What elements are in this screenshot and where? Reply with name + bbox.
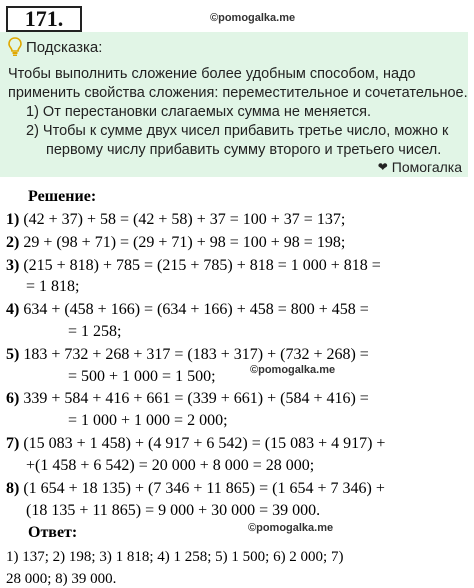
- item-number: 2): [6, 234, 20, 251]
- solution-heading: Решение:: [28, 188, 97, 205]
- item-number: 3): [6, 257, 20, 274]
- solution-expression: (215 + 818) + 785 = (215 + 785) + 818 = 1 000 + 818 =: [23, 257, 381, 274]
- solution-expression: (42 + 37) + 58 = (42 + 58) + 37 = 100 + 37 = 137;: [23, 211, 346, 228]
- solution-line: [6, 346, 369, 364]
- solution-expression: (15 083 + 1 458) + (4 917 + 6 542) = (15 083 + 4 917) +: [23, 435, 386, 452]
- heart-icon: ❤: [377, 160, 388, 174]
- hint-line: Чтобы выполнить сложение более удобным способом, надо: [8, 66, 416, 82]
- answer-line: 28 000; 8) 39 000.: [6, 571, 117, 587]
- hint-panel: [0, 32, 468, 177]
- lightbulb-icon: [8, 37, 22, 57]
- solution-line: [6, 234, 345, 252]
- watermark-top: ©pomogalka.me: [210, 12, 296, 24]
- solution-line: [6, 301, 369, 319]
- item-number: 7): [6, 435, 20, 452]
- item-number: 6): [6, 390, 20, 407]
- watermark-bottom: ©pomogalka.me: [248, 522, 334, 534]
- hint-line: 2) Чтобы к сумме двух чисел прибавить третье число, можно к: [26, 123, 449, 139]
- answer-line: 1) 137; 2) 198; 3) 1 818; 4) 1 258; 5) 1 500; 6) 2 000; 7): [6, 549, 344, 565]
- solution-expression: 29 + (98 + 71) = (29 + 71) + 98 = 100 + 98 = 198;: [23, 234, 346, 251]
- hint-brand: [378, 159, 462, 175]
- task-number: 171.: [6, 6, 82, 32]
- solution-continuation: = 1 818;: [26, 278, 80, 295]
- solution-line: [6, 211, 345, 229]
- solution-expression: 183 + 732 + 268 + 317 = (183 + 317) + (732 + 268) =: [23, 346, 369, 363]
- item-number: 4): [6, 301, 20, 318]
- solution-continuation: = 1 258;: [68, 323, 122, 340]
- item-number: 1): [6, 211, 20, 228]
- hint-title: Подсказка:: [26, 38, 103, 56]
- solution-line: [6, 435, 385, 453]
- hint-line: 1) От перестановки слагаемых сумма не меняется.: [26, 104, 372, 120]
- solution-continuation: +(1 458 + 6 542) = 20 000 + 8 000 = 28 000;: [26, 457, 315, 474]
- solution-line: [6, 390, 369, 408]
- solution-line: [6, 480, 385, 498]
- solution-continuation: = 500 + 1 000 = 1 500;: [68, 368, 216, 385]
- answer-heading: Ответ:: [28, 524, 78, 541]
- watermark-middle: ©pomogalka.me: [250, 364, 336, 376]
- item-number: 8): [6, 480, 20, 497]
- hint-line: первому числу прибавить сумму второго и третьего чисел.: [46, 142, 442, 158]
- solution-expression: 634 + (458 + 166) = (634 + 166) + 458 = 800 + 458 =: [23, 301, 369, 318]
- solution-continuation: (18 135 + 11 865) = 9 000 + 30 000 = 39 000.: [26, 502, 321, 519]
- solution-continuation: = 1 000 + 1 000 = 2 000;: [68, 412, 228, 429]
- solution-line: [6, 257, 381, 275]
- solution-expression: (1 654 + 18 135) + (7 346 + 11 865) = (1 654 + 7 346) +: [23, 480, 385, 497]
- hint-line: применить свойства сложения: переместительное и сочетательное.: [8, 85, 468, 101]
- brand-label: Помогалка: [391, 159, 462, 175]
- solution-expression: 339 + 584 + 416 + 661 = (339 + 661) + (584 + 416) =: [23, 390, 369, 407]
- item-number: 5): [6, 346, 20, 363]
- hint-header: [8, 37, 102, 57]
